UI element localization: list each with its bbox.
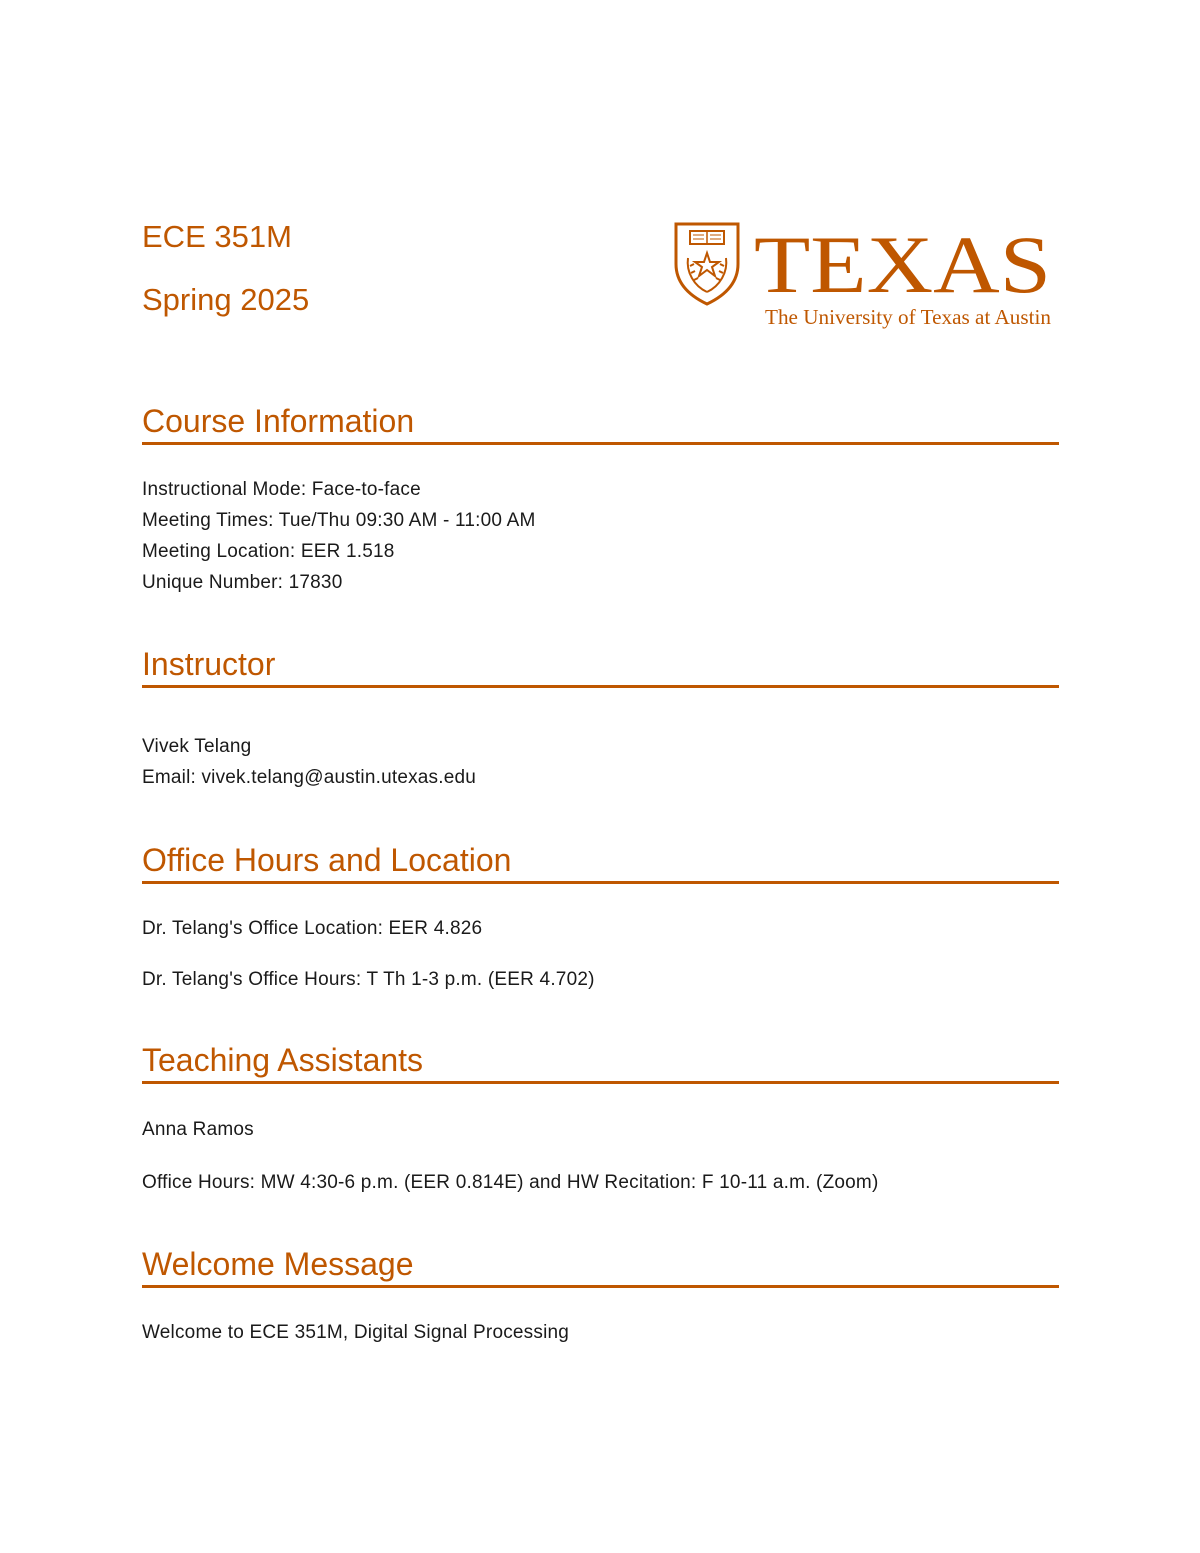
section-heading-instructor: Instructor — [142, 645, 1059, 688]
office-hours: Dr. Telang's Office Hours: T Th 1-3 p.m. (EER 4.702) — [142, 969, 595, 990]
welcome-text: Welcome to ECE 351M, Digital Signal Processing — [142, 1322, 570, 1343]
meeting-times: Meeting Times: Tue/Thu 09:30 AM - 11:00 AM — [142, 510, 536, 531]
logo-wordmark: TEXAS — [754, 220, 1051, 310]
section-heading-teaching-assistants: Teaching Assistants — [142, 1041, 1059, 1084]
seal-icon — [676, 224, 738, 304]
term: Spring 2025 — [142, 282, 310, 317]
unique-number: Unique Number: 17830 — [142, 572, 343, 593]
section-heading-course-information: Course Information — [142, 402, 1059, 445]
ut-austin-logo — [672, 220, 1056, 332]
instructor-name: Vivek Telang — [142, 736, 252, 757]
section-heading-welcome: Welcome Message — [142, 1245, 1059, 1288]
ta-name: Anna Ramos — [142, 1119, 254, 1140]
instructor-email[interactable]: Email: vivek.telang@austin.utexas.edu — [142, 767, 477, 788]
meeting-location: Meeting Location: EER 1.518 — [142, 541, 395, 562]
ta-office-hours: Office Hours: MW 4:30-6 p.m. (EER 0.814E) and HW Recitation: F 10-11 a.m. (Zoom) — [142, 1172, 879, 1193]
section-heading-office-hours: Office Hours and Location — [142, 841, 1059, 884]
logo-subtitle: The University of Texas at Austin — [765, 305, 1052, 329]
instructional-mode: Instructional Mode: Face-to-face — [142, 479, 421, 500]
course-code: ECE 351M — [142, 219, 292, 254]
office-location: Dr. Telang's Office Location: EER 4.826 — [142, 918, 483, 939]
